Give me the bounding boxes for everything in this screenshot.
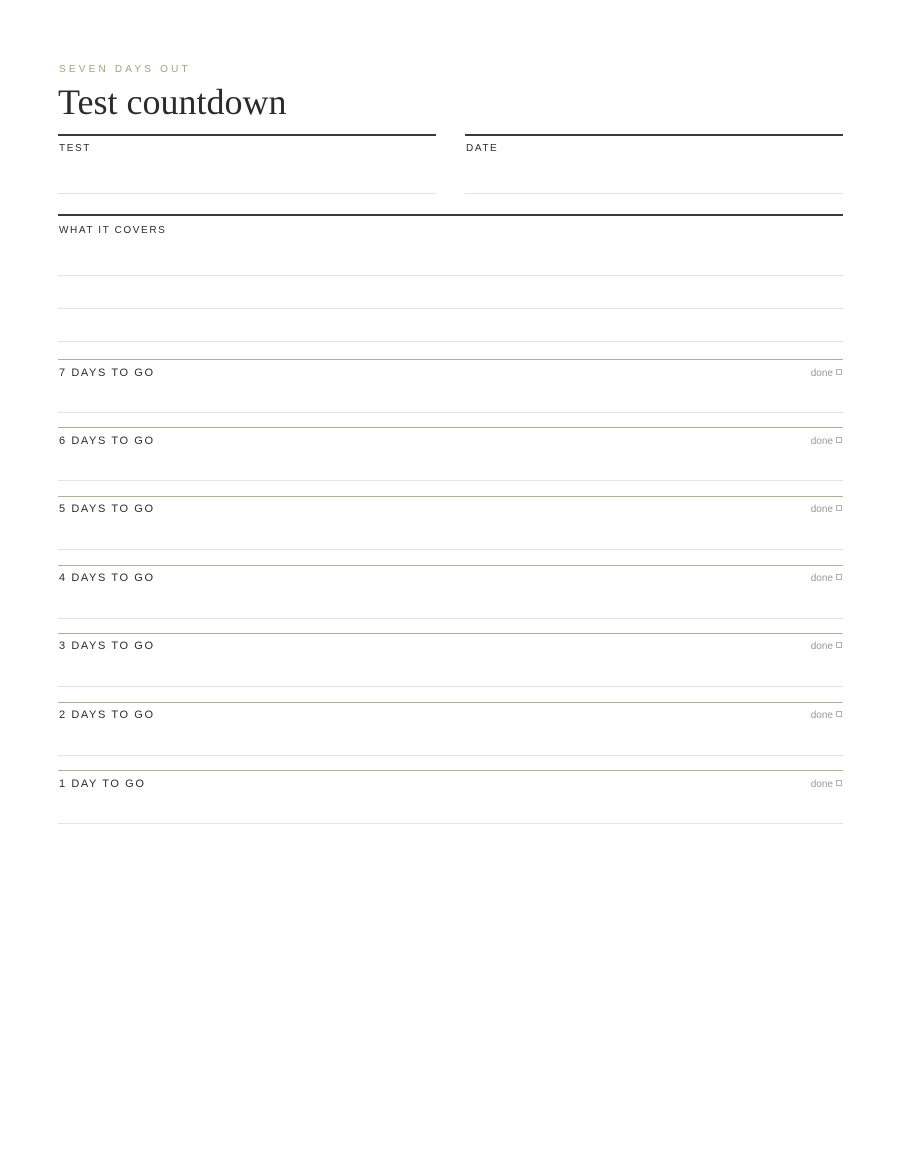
day-label: 6 DAYS TO GO bbox=[59, 435, 155, 447]
checkbox-icon[interactable] bbox=[836, 780, 842, 786]
done-checkbox[interactable] bbox=[811, 573, 842, 584]
day-writing-line[interactable] bbox=[58, 823, 843, 824]
date-field-label: DATE bbox=[466, 143, 499, 154]
done-label: done bbox=[810, 710, 833, 721]
day-row-rule bbox=[58, 702, 843, 703]
checkbox-icon[interactable] bbox=[836, 369, 842, 375]
date-field-writing-line[interactable] bbox=[465, 193, 843, 194]
day-row-rule bbox=[58, 633, 843, 634]
done-checkbox[interactable] bbox=[811, 504, 842, 515]
day-label: 5 DAYS TO GO bbox=[59, 503, 155, 515]
done-checkbox[interactable] bbox=[811, 710, 842, 721]
day-writing-line[interactable] bbox=[58, 480, 843, 481]
checkbox-icon[interactable] bbox=[836, 711, 842, 717]
done-label: done bbox=[810, 436, 833, 447]
day-writing-line[interactable] bbox=[58, 412, 843, 413]
day-row-rule bbox=[58, 427, 843, 428]
day-label: 1 DAY TO GO bbox=[59, 778, 146, 790]
done-checkbox[interactable] bbox=[811, 779, 842, 790]
done-label: done bbox=[810, 641, 833, 652]
day-writing-line[interactable] bbox=[58, 686, 843, 687]
day-writing-line[interactable] bbox=[58, 618, 843, 619]
covers-writing-line[interactable] bbox=[58, 308, 843, 309]
page-eyebrow: SEVEN DAYS OUT bbox=[59, 64, 191, 75]
done-label: done bbox=[810, 368, 833, 379]
test-field-top-rule bbox=[58, 134, 436, 136]
done-label: done bbox=[810, 779, 833, 790]
checkbox-icon[interactable] bbox=[836, 437, 842, 443]
covers-writing-line[interactable] bbox=[58, 275, 843, 276]
done-checkbox[interactable] bbox=[811, 368, 842, 379]
covers-field-label: WHAT IT COVERS bbox=[59, 225, 167, 236]
day-writing-line[interactable] bbox=[58, 755, 843, 756]
checkbox-icon[interactable] bbox=[836, 574, 842, 580]
day-row-rule bbox=[58, 496, 843, 497]
day-writing-line[interactable] bbox=[58, 549, 843, 550]
day-label: 7 DAYS TO GO bbox=[59, 367, 155, 379]
day-label: 4 DAYS TO GO bbox=[59, 572, 155, 584]
checkbox-icon[interactable] bbox=[836, 505, 842, 511]
done-label: done bbox=[810, 573, 833, 584]
day-row-rule bbox=[58, 359, 843, 360]
page-title: Test countdown bbox=[58, 82, 287, 122]
day-label: 2 DAYS TO GO bbox=[59, 709, 155, 721]
day-label: 3 DAYS TO GO bbox=[59, 640, 155, 652]
test-field-label: TEST bbox=[59, 143, 91, 154]
done-checkbox[interactable] bbox=[811, 436, 842, 447]
day-row-rule bbox=[58, 565, 843, 566]
covers-writing-line[interactable] bbox=[58, 341, 843, 342]
checkbox-icon[interactable] bbox=[836, 642, 842, 648]
covers-field-top-rule bbox=[58, 214, 843, 216]
test-field-writing-line[interactable] bbox=[58, 193, 436, 194]
day-row-rule bbox=[58, 770, 843, 771]
done-checkbox[interactable] bbox=[811, 641, 842, 652]
date-field-top-rule bbox=[465, 134, 843, 136]
done-label: done bbox=[810, 504, 833, 515]
